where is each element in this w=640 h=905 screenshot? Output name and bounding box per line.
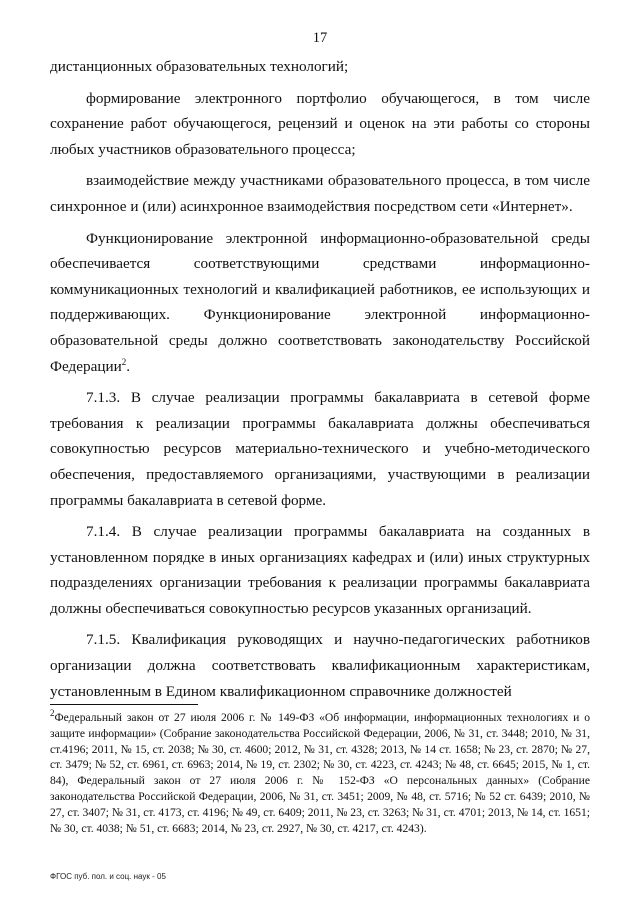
document-body xyxy=(50,54,590,704)
page-footer: ФГОС пуб. пол. и соц. наук - 05 xyxy=(50,872,166,881)
paragraph-portfolio: формирование электронного портфолио обучающегося, в том числе сохранение работ обучающегося, рецензий и оценок на эти работы со стороны любых участников образовательного процесса; xyxy=(50,89,590,158)
page-number: 17 xyxy=(312,30,328,46)
paragraph-7-1-5: 7.1.5. Квалификация руководящих и научно-педагогических работников организации должна соответствовать квалификационным характеристикам, установленным в Едином квалификационном справочнике должностей xyxy=(50,631,590,700)
paragraph-7-1-4: 7.1.4. В случае реализации программы бакалавриата на созданных в установленном порядке в иных организациях кафедрах и (или) иных структурных подразделениях организации требования к реализации программы бакалавриата должны обеспечиваться совокупностью ресурсов указанных организаций. xyxy=(50,523,590,617)
paragraph-functioning-text: Функционирование электронной информационно-образовательной среды обеспечивается соответствующими средствами информационно-коммуникационных технологий и квалификацией работников, ее использующих и поддерживающих. Функционирование электронной информационно-образовательной среды должно соответствовать законодательству Российской Федерации xyxy=(50,229,590,375)
footnote-marker: 2 xyxy=(50,708,55,719)
paragraph-continuation: дистанционных образовательных технологий; xyxy=(50,58,349,75)
footnote xyxy=(50,710,590,836)
footnote-text: Федеральный закон от 27 июля 2006 г. № 149-ФЗ «Об информации, информационных технологиях и о защите информации» (Собрание законодательства Российской Федерации, 2006, № 31, ст. 3448; 2010, № 31, ст.4196; 2011, № 15, ст. 2038; № 30, ст. 4600; 2012, № 31, ст. 4328; 2013, № 14 ст. 1658; № 23, ст. 2870; № 27, ст. 3479; № 52, ст. 6961, ст. 6963; 2014, № 19, ст. 2302; № 30, ст. 4223, ст. 4243; № 48, ст. 6645; 2015, № 1, ст. 84), Федеральный закон от 27 июля 2006 г. № 152-ФЗ «О персональных данных» (Собрание законодательства Российской Федерации, 2006, № 31, ст. 3451; 2009, № 48, ст. 5716; № 52 ст. 6439; 2010, № 27, ст. 3407; № 31, ст. 4173, ст. 4196; № 49, ст. 6409; 2011, № 23, ст. 3263; № 31, ст. 4701; 2013, № 14, ст. 1651; № 30, ст. 4038; № 51, ст. 6683; 2014, № 23, ст. 2927, № 30, ст. 4217, ст. 4243). xyxy=(50,711,590,835)
paragraph-7-1-3: 7.1.3. В случае реализации программы бакалавриата в сетевой форме требования к реализации программы бакалавриата должны обеспечиваться совокупностью ресурсов материально-технического и учебно-методического обеспечения, предоставляемого организациями, участвующими в реализации программы бакалавриата в сетевой форме. xyxy=(50,389,590,509)
paragraph-functioning: Функционирование электронной информационно-образовательной среды обеспечивается соответствующими средствами информационно-коммуникационных технологий и квалификацией работников, ее использующих и поддерживающих. Функционирование электронной информационно-образовательной среды должно соответствовать законодательству Российской Федерации$^2$. xyxy=(50,229,590,375)
footnote-reference: 2 xyxy=(121,356,127,367)
paragraph-interaction: взаимодействие между участниками образовательного процесса, в том числе синхронное и (или) асинхронное взаимодействия посредством сети «Интернет». xyxy=(50,172,590,215)
footnote-divider xyxy=(50,704,198,705)
